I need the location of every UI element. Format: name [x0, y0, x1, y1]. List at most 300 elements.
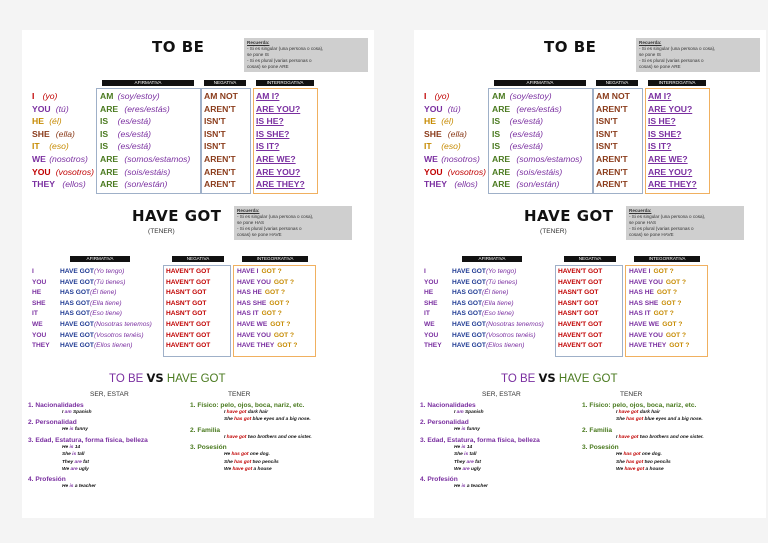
negative-form: HAVEN'T GOT: [166, 331, 211, 339]
example-sentence: He is funny: [62, 427, 88, 433]
affirmative-translation: (Tú tienes): [93, 278, 126, 286]
to-be-row: [424, 90, 744, 103]
affirmative-translation: (Nosotras tenemos): [485, 320, 544, 328]
pronoun: I: [32, 91, 35, 101]
affirmative-verb: HAVE GOT: [60, 320, 94, 328]
affirmative-verb: HAVE GOT: [60, 342, 94, 350]
affirmative-verb: HAVE GOT: [452, 342, 486, 350]
pronoun: YOU: [32, 331, 47, 339]
question-start: HAS IT: [237, 310, 259, 318]
question-start: HAVE I: [237, 268, 259, 275]
question-form: ARE WE?: [256, 153, 296, 164]
question-form: IS HE?: [256, 116, 284, 127]
affirmative-translation: (Vosotros tenéis): [93, 331, 144, 339]
pronoun-translation: (ellos): [454, 179, 478, 190]
have-got-row: [32, 320, 352, 331]
negative-form: HAVEN'T GOT: [558, 278, 603, 286]
negative-form: AREN'T: [204, 166, 236, 177]
negative-form: AREN'T: [596, 166, 628, 177]
example-sentence: He is a teacher: [454, 484, 488, 490]
question-form: [237, 267, 282, 278]
affirmative-translation: (Eso tiene): [90, 310, 122, 318]
negative-form: HASN'T GOT: [558, 299, 599, 307]
pronoun-translation: (él): [49, 116, 62, 127]
pronoun: WE: [424, 320, 435, 328]
question-form: [237, 299, 289, 310]
affirmative-verb: ARE: [492, 153, 511, 164]
affirmative-translation: (Él tiene): [482, 289, 509, 297]
question-start: HAVE THEY: [237, 342, 275, 350]
question-form: AM I?: [648, 91, 672, 101]
pronoun-translation: (eso): [441, 141, 461, 152]
question-form: [629, 299, 681, 310]
negative-form: HAVEN'T GOT: [558, 331, 603, 339]
question-form: IS IT?: [648, 141, 672, 152]
use-category: 4. Profesión: [420, 476, 458, 484]
negative-form: AREN'T: [596, 153, 628, 164]
have-got-row: [424, 341, 744, 352]
to-be-row: [32, 140, 352, 153]
pronoun-translation: (ellos): [62, 179, 86, 190]
question-end: GOT ?: [270, 320, 291, 328]
have-got-title: HAVE GOT: [524, 207, 614, 225]
worksheet-left: [22, 30, 374, 518]
have-got-reminder: Recuerda: - Si es singular (una persona o cosa), se pone HAS - Si es plural (varias personas o cosas) se pone HAVE: [234, 206, 352, 240]
affirmative-translation: (es/está): [117, 141, 152, 152]
negative-form: ISN'T: [596, 128, 618, 139]
negative-form: AREN'T: [596, 103, 628, 114]
affirmative-verb: IS: [492, 116, 501, 127]
example-sentence: She has got two pencils: [616, 459, 671, 465]
affirmative-form: [60, 299, 122, 310]
pronoun: IT: [32, 141, 40, 152]
negative-form: HAVEN'T GOT: [166, 342, 211, 350]
question-start: HAVE YOU: [237, 331, 271, 339]
have-got-uses: [190, 402, 370, 473]
affirmative-verb: HAVE GOT: [452, 320, 486, 328]
negative-form: ISN'T: [204, 116, 226, 127]
example-sentence: I am Spanish: [62, 410, 92, 415]
affirmative-translation: (es/está): [509, 128, 544, 139]
affirmative-verb: HAS GOT: [60, 299, 91, 307]
affirmative-translation: (Yo tengo): [93, 268, 125, 275]
pronoun: YOU: [424, 331, 439, 339]
example-sentence: He is 14: [62, 444, 81, 450]
affirmative-verb: AM: [100, 91, 114, 101]
question-form: [237, 288, 285, 299]
worksheet-right: [414, 30, 766, 518]
negative-form: ISN'T: [596, 141, 618, 152]
question-form: [237, 341, 297, 352]
question-end: GOT ?: [261, 310, 282, 318]
pronoun: WE: [32, 153, 46, 164]
to-be-row: [32, 178, 352, 191]
negative-form: HASN'T GOT: [558, 310, 599, 318]
question-start: HAVE THEY: [629, 342, 667, 350]
to-be-interrogative-header: INTERROGATIVA: [648, 80, 706, 86]
pronoun: THEY: [424, 342, 442, 350]
example-sentence: She has got blue eyes and a big nose.: [224, 417, 311, 423]
have-got-meaning: TENER: [228, 391, 251, 398]
pronoun: THEY: [32, 342, 50, 350]
question-end: GOT ?: [277, 342, 298, 350]
question-form: ARE YOU?: [648, 103, 693, 114]
affirmative-translation: (Tú tienes): [485, 278, 518, 286]
vs-heading: TO BE VS HAVE GOT: [501, 371, 618, 385]
have-got-meaning: TENER: [620, 391, 643, 398]
affirmative-verb: ARE: [100, 179, 119, 190]
negative-form: HASN'T GOT: [558, 289, 599, 297]
question-end: GOT ?: [669, 342, 690, 350]
use-category: 1. Físico: pelo, ojos, boca, nariz, etc.: [582, 402, 697, 409]
use-category: 1. Nacionalidades: [420, 402, 476, 409]
pronoun-translation: (vosotros): [55, 166, 94, 177]
use-category: 1. Nacionalidades: [28, 402, 84, 409]
to-be-row: [32, 166, 352, 179]
example-sentence: I have got dark hair: [616, 410, 661, 415]
affirmative-verb: HAS GOT: [60, 310, 91, 318]
affirmative-verb: HAS GOT: [452, 299, 483, 307]
pronoun: THEY: [424, 179, 447, 190]
question-form: [629, 278, 686, 289]
to-be-meaning: SER, ESTAR: [90, 391, 129, 398]
negative-form: HASN'T GOT: [166, 299, 207, 307]
question-form: [629, 288, 677, 299]
to-be-uses: [28, 402, 193, 491]
question-form: [629, 320, 682, 331]
example-sentence: She is tall: [454, 452, 477, 458]
affirmative-translation: (Yo tengo): [485, 268, 517, 275]
use-category: 4. Profesión: [28, 476, 66, 484]
affirmative-form: [60, 288, 116, 299]
question-start: HAVE WE: [629, 320, 660, 328]
example-sentence: We have got a house: [224, 467, 272, 473]
have-got-row: [32, 341, 352, 352]
affirmative-verb: IS: [492, 128, 501, 139]
pronoun: YOU: [32, 278, 47, 286]
pronoun: SHE: [424, 128, 442, 139]
to-be-negative-header: NEGATIVA: [204, 80, 246, 86]
negative-form: ISN'T: [204, 141, 226, 152]
affirmative-translation: (soy/estoy): [117, 91, 160, 101]
to-be-meaning: SER, ESTAR: [482, 391, 521, 398]
negative-form: AM NOT: [204, 91, 238, 101]
affirmative-verb: HAVE GOT: [452, 278, 486, 286]
question-form: [629, 267, 674, 278]
question-end: GOT ?: [661, 299, 682, 307]
have-got-interrogative-header: INTEGORRATIVA: [634, 256, 700, 262]
question-form: ARE THEY?: [648, 179, 697, 190]
question-end: GOT ?: [264, 289, 286, 297]
have-got-table: [424, 267, 744, 352]
pronoun: I: [32, 268, 34, 275]
affirmative-translation: (Ella tiene): [482, 299, 514, 307]
pronoun: HE: [424, 289, 434, 297]
example-sentence: We have got a house: [616, 467, 664, 473]
pronoun: HE: [32, 116, 44, 127]
pronoun-translation: (eso): [49, 141, 69, 152]
affirmative-form: [60, 267, 124, 278]
have-got-row: [424, 320, 744, 331]
affirmative-translation: (sois/estáis): [124, 166, 171, 177]
example-sentence: She has got blue eyes and a big nose.: [616, 417, 703, 423]
question-end: GOT ?: [261, 268, 282, 275]
negative-form: HAVEN'T GOT: [558, 268, 603, 275]
example-sentence: I have got dark hair: [224, 410, 269, 415]
affirmative-translation: (Ellos tienen): [93, 342, 133, 350]
negative-form: HASN'T GOT: [166, 289, 207, 297]
use-category: 1. Físico: pelo, ojos, boca, nariz, etc.: [190, 402, 305, 409]
pronoun: WE: [32, 320, 43, 328]
have-got-reminder: Recuerda: - Si es singular (una persona o cosa), se pone HAS - Si es plural (varias personas o cosas) se pone HAVE: [626, 206, 744, 240]
have-got-row: [32, 309, 352, 320]
use-category: 3. Posesión: [190, 444, 227, 452]
affirmative-translation: (eres/estás): [124, 103, 170, 114]
pronoun-translation: (yo): [42, 91, 58, 101]
to-be-row: [424, 178, 744, 191]
affirmative-translation: (Ellos tienen): [485, 342, 525, 350]
question-form: [629, 341, 689, 352]
question-form: [629, 331, 686, 342]
example-sentence: They are fat: [62, 459, 89, 465]
negative-form: HAVEN'T GOT: [558, 342, 603, 350]
affirmative-verb: IS: [100, 128, 109, 139]
affirmative-form: [452, 331, 536, 342]
pronoun-translation: (nosotros): [441, 153, 480, 164]
have-got-row: [424, 299, 744, 310]
question-form: [237, 278, 294, 289]
question-form: IS IT?: [256, 141, 280, 152]
pronoun: WE: [424, 153, 438, 164]
question-form: ARE WE?: [648, 153, 688, 164]
pronoun: HE: [424, 116, 436, 127]
example-sentence: He is a teacher: [62, 484, 96, 490]
affirmative-translation: (Nosotras tenemos): [93, 320, 152, 328]
affirmative-form: [60, 331, 144, 342]
have-got-affirmative-header: AFIRMATIVA: [70, 256, 130, 262]
question-start: HAS HE: [237, 289, 262, 297]
question-form: ARE THEY?: [256, 179, 305, 190]
question-end: GOT ?: [665, 331, 686, 339]
to-be-table: [424, 90, 744, 191]
example-sentence: I have got two brothers and one sister.: [616, 434, 704, 440]
have-got-row: [32, 331, 352, 342]
affirmative-translation: (es/está): [509, 141, 544, 152]
affirmative-translation: (son/están): [124, 179, 168, 190]
to-be-title: TO BE: [152, 38, 205, 56]
question-end: GOT ?: [665, 278, 686, 286]
pronoun: I: [424, 268, 426, 275]
to-be-row: [424, 115, 744, 128]
affirmative-translation: (soy/estoy): [509, 91, 552, 101]
affirmative-verb: HAVE GOT: [452, 268, 486, 275]
affirmative-verb: HAS GOT: [452, 310, 483, 318]
pronoun: YOU: [424, 166, 443, 177]
affirmative-translation: (sois/estáis): [516, 166, 563, 177]
affirmative-verb: ARE: [100, 103, 119, 114]
affirmative-form: [60, 320, 152, 331]
question-start: HAS IT: [629, 310, 651, 318]
to-be-uses: [420, 402, 585, 491]
have-got-row: [424, 288, 744, 299]
affirmative-form: [452, 267, 516, 278]
have-got-title: HAVE GOT: [132, 207, 222, 225]
affirmative-translation: (eres/estás): [516, 103, 562, 114]
example-sentence: She has got two pencils: [224, 459, 279, 465]
question-end: GOT ?: [269, 299, 290, 307]
question-end: GOT ?: [273, 331, 294, 339]
have-got-row: [32, 299, 352, 310]
question-form: ARE YOU?: [256, 103, 301, 114]
affirmative-verb: IS: [492, 141, 501, 152]
pronoun-translation: (vosotros): [447, 166, 486, 177]
have-got-row: [32, 267, 352, 278]
question-end: GOT ?: [653, 268, 674, 275]
affirmative-form: [60, 341, 132, 352]
question-start: HAVE I: [629, 268, 651, 275]
affirmative-verb: HAS GOT: [452, 289, 483, 297]
use-category: 2. Familia: [190, 426, 221, 434]
negative-form: ISN'T: [204, 128, 226, 139]
have-got-row: [32, 278, 352, 289]
pronoun: SHE: [32, 299, 46, 307]
pronoun: YOU: [32, 166, 51, 177]
question-form: AM I?: [256, 91, 280, 101]
use-category: 2. Personalidad: [28, 419, 77, 427]
pronoun-translation: (tú): [447, 103, 461, 114]
have-got-row: [424, 278, 744, 289]
affirmative-form: [452, 278, 517, 289]
affirmative-verb: ARE: [492, 103, 511, 114]
use-category: 2. Familia: [582, 426, 613, 434]
affirmative-translation: (es/está): [509, 116, 544, 127]
pronoun-translation: (tú): [55, 103, 69, 114]
affirmative-translation: (somos/estamos): [516, 153, 583, 164]
example-sentence: He has got one dog.: [616, 452, 662, 458]
have-got-uses: [582, 402, 762, 473]
to-be-reminder: Recuerda: - Si es singular (una persona o cosa), se pone IS - Si es plural (varias personas o cosas) se pone ARE: [636, 38, 760, 72]
pronoun: HE: [32, 289, 42, 297]
question-form: [629, 309, 674, 320]
example-sentence: I am Spanish: [454, 410, 484, 415]
pronoun: IT: [32, 310, 38, 318]
to-be-row: [424, 103, 744, 116]
use-category: 2. Personalidad: [420, 419, 469, 427]
question-form: [237, 309, 282, 320]
have-got-table: [32, 267, 352, 352]
have-got-subtitle: (TENER): [540, 228, 567, 235]
affirmative-form: [452, 299, 514, 310]
to-be-affirmative-header: AFIRMATIVA: [102, 80, 194, 86]
to-be-row: [32, 128, 352, 141]
affirmative-verb: IS: [100, 116, 109, 127]
example-sentence: She is tall: [62, 452, 85, 458]
negative-form: AM NOT: [596, 91, 630, 101]
have-got-affirmative-header: AFIRMATIVA: [462, 256, 522, 262]
example-sentence: I have got two brothers and one sister.: [224, 434, 312, 440]
to-be-row: [32, 115, 352, 128]
to-be-table: [32, 90, 352, 191]
question-end: GOT ?: [273, 278, 294, 286]
pronoun-translation: (ella): [447, 128, 467, 139]
affirmative-form: [60, 309, 122, 320]
vs-heading: TO BE VS HAVE GOT: [109, 371, 226, 385]
example-sentence: He has got one dog.: [224, 452, 270, 458]
pronoun-translation: (nosotros): [49, 153, 88, 164]
affirmative-verb: IS: [100, 141, 109, 152]
pronoun-translation: (yo): [434, 91, 450, 101]
to-be-affirmative-header: AFIRMATIVA: [494, 80, 586, 86]
affirmative-translation: (Ella tiene): [90, 299, 122, 307]
question-form: IS SHE?: [648, 128, 682, 139]
have-got-subtitle: (TENER): [148, 228, 175, 235]
question-form: [237, 320, 290, 331]
question-end: GOT ?: [656, 289, 678, 297]
pronoun: IT: [424, 310, 430, 318]
have-got-row: [424, 267, 744, 278]
affirmative-translation: (es/está): [117, 128, 152, 139]
affirmative-verb: ARE: [492, 166, 511, 177]
affirmative-translation: (es/está): [117, 116, 152, 127]
affirmative-verb: HAVE GOT: [60, 278, 94, 286]
have-got-row: [424, 309, 744, 320]
to-be-row: [32, 153, 352, 166]
negative-form: AREN'T: [204, 179, 236, 190]
pronoun: SHE: [424, 299, 438, 307]
question-start: HAS SHE: [237, 299, 267, 307]
example-sentence: We are ugly: [62, 467, 89, 473]
negative-form: AREN'T: [204, 153, 236, 164]
affirmative-verb: AM: [492, 91, 506, 101]
to-be-row: [32, 90, 352, 103]
pronoun: I: [424, 91, 427, 101]
to-be-row: [424, 153, 744, 166]
to-be-row: [424, 166, 744, 179]
have-got-row: [424, 331, 744, 342]
example-sentence: He is 14: [454, 444, 473, 450]
use-category: 3. Posesión: [582, 444, 619, 452]
question-start: HAVE YOU: [629, 331, 663, 339]
have-got-interrogative-header: INTEGORRATIVA: [242, 256, 308, 262]
affirmative-form: [452, 288, 508, 299]
affirmative-verb: HAS GOT: [60, 289, 91, 297]
affirmative-verb: HAVE GOT: [60, 268, 94, 275]
affirmative-verb: HAVE GOT: [60, 331, 94, 339]
use-category: 3. Edad, Estatura, forma física, belleza: [28, 436, 148, 444]
question-form: [237, 331, 294, 342]
to-be-interrogative-header: INTERROGATIVA: [256, 80, 314, 86]
pronoun: SHE: [32, 128, 50, 139]
affirmative-form: [60, 278, 125, 289]
pronoun: YOU: [32, 103, 51, 114]
pronoun: IT: [424, 141, 432, 152]
negative-form: HAVEN'T GOT: [166, 320, 211, 328]
question-form: IS SHE?: [256, 128, 290, 139]
affirmative-form: [452, 341, 524, 352]
have-got-row: [32, 288, 352, 299]
have-got-negative-header: NEGATIVA: [172, 256, 224, 262]
negative-form: HASN'T GOT: [166, 310, 207, 318]
question-start: HAVE WE: [237, 320, 268, 328]
pronoun-translation: (él): [441, 116, 454, 127]
affirmative-translation: (Él tiene): [90, 289, 117, 297]
to-be-reminder: Recuerda: - Si es singular (una persona o cosa), se pone IS - Si es plural (varias personas o cosas) se pone ARE: [244, 38, 368, 72]
example-sentence: He is funny: [454, 427, 480, 433]
question-start: HAVE YOU: [629, 278, 663, 286]
affirmative-form: [452, 320, 544, 331]
question-form: ARE YOU?: [648, 166, 693, 177]
affirmative-translation: (Eso tiene): [482, 310, 514, 318]
